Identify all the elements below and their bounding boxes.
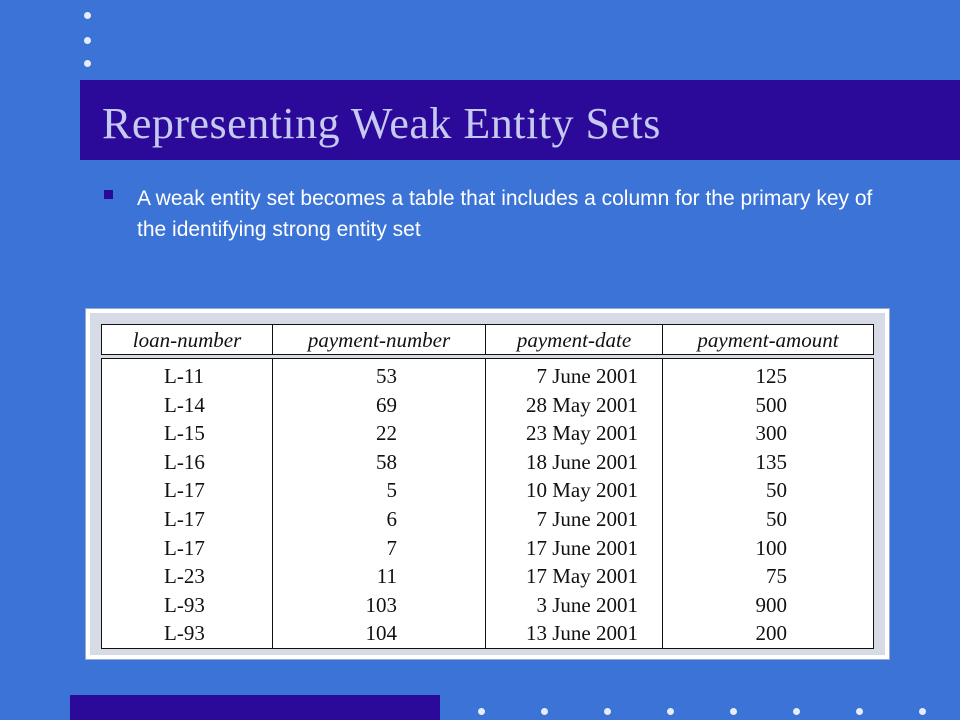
table-body bbox=[101, 358, 874, 649]
header-col bbox=[273, 325, 486, 354]
table-cell: 6 bbox=[386, 507, 397, 531]
table-cell: 69 bbox=[376, 392, 397, 417]
table-cell: L-11 bbox=[164, 364, 205, 388]
table-cell: 75 bbox=[766, 564, 787, 589]
table-cell: 135 bbox=[755, 449, 787, 474]
table-header bbox=[101, 324, 874, 355]
table-cell: 58 bbox=[376, 449, 397, 474]
table-cell: 17 June 2001 bbox=[526, 535, 638, 560]
table-cell: 50 bbox=[766, 478, 787, 503]
table-cell: 18 June 2001 bbox=[526, 449, 638, 474]
table-background bbox=[90, 313, 885, 655]
table-cell: 7 June 2001 bbox=[536, 364, 638, 388]
column-header: loan-number bbox=[132, 328, 242, 352]
table-cell: 3 June 2001 bbox=[536, 592, 638, 617]
column-header: payment-number bbox=[307, 328, 451, 352]
table-cell: L-17 bbox=[164, 507, 205, 531]
decor-dot bbox=[730, 708, 737, 715]
header-col bbox=[663, 325, 873, 354]
table-cell: 50 bbox=[766, 507, 787, 531]
table-cell: 17 May 2001 bbox=[526, 564, 638, 589]
column-header: payment-amount bbox=[697, 328, 839, 352]
header-col bbox=[486, 325, 663, 354]
table-cell: L-23 bbox=[164, 564, 205, 589]
table-cell: L-93 bbox=[164, 592, 205, 617]
table-cell: 22 bbox=[376, 421, 397, 446]
decor-dot bbox=[919, 708, 926, 715]
table-cell: 125 bbox=[755, 364, 787, 388]
decor-dot bbox=[478, 708, 485, 715]
table-cell: 300 bbox=[755, 421, 787, 446]
decor-dot bbox=[604, 708, 611, 715]
table-cell: L-15 bbox=[164, 421, 205, 446]
table-cell: 7 bbox=[386, 535, 397, 560]
payment-date-column bbox=[486, 359, 663, 648]
table-cell: 23 May 2001 bbox=[526, 421, 638, 446]
decor-dot bbox=[541, 708, 548, 715]
table-cell: 100 bbox=[755, 535, 787, 560]
bottom-band bbox=[70, 695, 440, 720]
bullet-text: A weak entity set becomes a table that includes a column for the primary key of the identifying strong entity set bbox=[137, 187, 873, 241]
table-cell: 103 bbox=[365, 592, 397, 617]
payment-table bbox=[85, 308, 890, 660]
table-cell: 13 June 2001 bbox=[526, 621, 638, 646]
table-cell: 10 May 2001 bbox=[526, 478, 638, 503]
table-cell: L-16 bbox=[164, 449, 205, 474]
decor-dot bbox=[856, 708, 863, 715]
table-cell: 900 bbox=[755, 592, 787, 617]
column-header: payment-date bbox=[516, 328, 632, 352]
decor-dot bbox=[667, 708, 674, 715]
table-cell: L-17 bbox=[164, 535, 205, 560]
table-cell: 7 June 2001 bbox=[536, 507, 638, 531]
decor-dot bbox=[84, 37, 91, 44]
table-cell: 5 bbox=[386, 478, 397, 503]
slide-title: Representing Weak Entity Sets bbox=[102, 99, 661, 148]
table-cell: L-17 bbox=[164, 478, 205, 503]
decor-dot bbox=[84, 12, 91, 19]
table-cell: 28 May 2001 bbox=[526, 392, 638, 417]
table-cell: 500 bbox=[755, 392, 787, 417]
loan-number-column bbox=[102, 359, 273, 648]
decor-dot bbox=[84, 60, 91, 67]
bullet-square-icon bbox=[104, 190, 113, 199]
table-cell: L-93 bbox=[164, 621, 205, 646]
table-cell: 11 bbox=[376, 564, 397, 589]
table-cell: L-14 bbox=[164, 392, 205, 417]
payment-number-column bbox=[273, 359, 486, 648]
table-cell: 53 bbox=[376, 364, 397, 388]
header-col bbox=[102, 325, 273, 354]
table-cell: 104 bbox=[365, 621, 397, 646]
table-cell: 200 bbox=[755, 621, 787, 646]
payment-amount-column bbox=[663, 359, 873, 648]
decor-dot bbox=[793, 708, 800, 715]
